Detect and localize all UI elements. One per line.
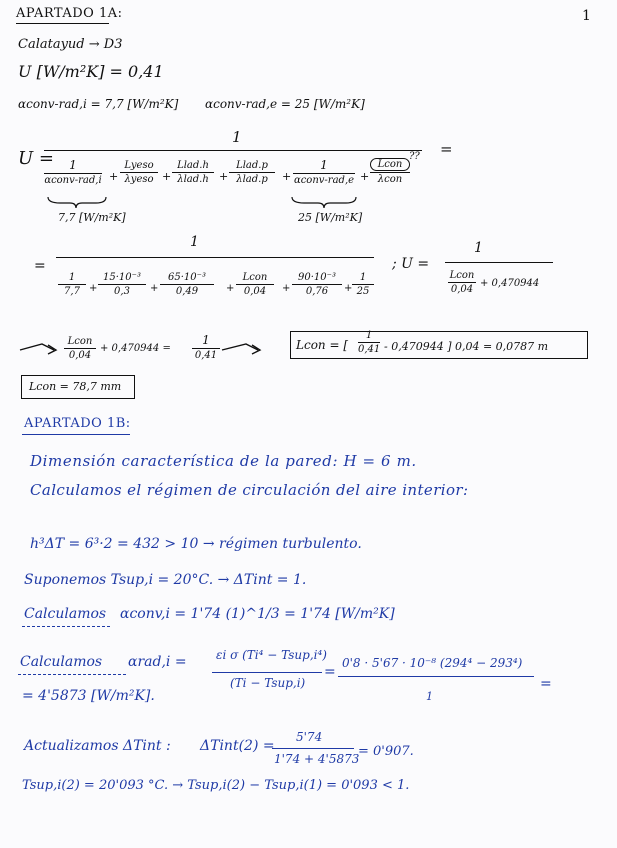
section-1b-heading: APARTADO 1B:: [24, 416, 131, 431]
line-9: Tsup,i(2) = 20'093 °C. → Tsup,i(2) − Tsup,i(1) = 0'093 < 1.: [22, 778, 410, 793]
line-6-bar: [212, 672, 322, 673]
line-4: Suponemos Tsup,i = 20°C. → ΔTint = 1.: [24, 572, 307, 588]
boxed-tail: - 0,470944 ] 0,04 = 0,0787 m: [384, 340, 549, 353]
line-6-label: Calculamos: [20, 654, 103, 670]
boxed-frac: 1 0,41: [358, 330, 381, 355]
line-6-rden: 1: [426, 690, 433, 703]
u-term-6: Lcon λcon: [370, 158, 410, 185]
right-frac-tail: + 0,470944: [480, 278, 540, 289]
line-6-den: (Ti − Tsup,i): [230, 676, 306, 690]
line-6-eq: =: [540, 676, 552, 692]
u-term-3: Llad.h λlad.h: [172, 160, 214, 185]
second-term-1: 1 7,7: [58, 272, 86, 297]
second-term-3: 65·10⁻³ 0,49: [160, 272, 214, 297]
alpha-int: αconv-rad,i = 7,7 [W/m²K]: [18, 97, 179, 111]
page-number: 1: [582, 8, 591, 24]
second-term-2: 15·10⁻³ 0,3: [98, 272, 146, 297]
unknown-mark: ??: [409, 151, 420, 162]
line-3: h³ΔT = 6³·2 = 432 > 10 → régimen turbulento.: [30, 536, 362, 552]
line-6-rnum: 0'8 · 5'67 · 10⁻⁸ (294⁴ − 293⁴): [342, 656, 523, 670]
plus-sign: +: [162, 170, 172, 183]
section-1a-heading: APARTADO 1A:: [16, 6, 123, 21]
plus-sign: +: [109, 170, 119, 183]
second-term-5: 90·10⁻³ 0,76: [292, 272, 342, 297]
line-8-label: Actualizamos ΔTint :: [24, 738, 171, 754]
plus-sign: +: [282, 170, 292, 183]
u-term-2: Lyeso λyeso: [120, 160, 158, 185]
line-6-rbar: [338, 676, 534, 677]
heading-1b-underline: [22, 434, 130, 435]
plus-sign: +: [226, 283, 235, 294]
semicolon-u: ; U =: [392, 256, 430, 272]
right-frac-num: 1: [474, 240, 483, 256]
dashed-underline: [22, 626, 110, 627]
line-8-bar: [272, 748, 354, 749]
line-5-label: Calculamos: [24, 606, 107, 622]
final-box-text: Lcon = 78,7 mm: [29, 380, 122, 393]
u-lhs: U =: [18, 148, 54, 169]
under-brace-right: 25 [W/m²K]: [298, 211, 363, 224]
location-line: Calatayud → D3: [18, 37, 123, 52]
plus-sign: +: [360, 170, 370, 183]
second-term-4: Lcon 0,04: [236, 272, 274, 297]
line-2: Calculamos el régimen de circulación del aire interior:: [30, 481, 469, 499]
arrow-tail: + 0,470944 =: [100, 343, 171, 354]
equals-second: =: [34, 258, 46, 274]
boxed-lcon: Lcon = [: [296, 338, 349, 352]
second-numerator: 1: [190, 234, 199, 250]
line-8-num: 5'74: [296, 730, 323, 744]
line-1: Dimensión característica de la pared: H = 6 m.: [30, 452, 417, 470]
line-6-num: εi σ (Ti⁴ − Tsup,i⁴): [216, 648, 327, 662]
line-8-lhs: ΔTint(2) =: [200, 738, 275, 754]
u-numerator: 1: [232, 128, 242, 146]
line-6-lhs: αrad,i =: [128, 654, 187, 670]
plus-sign: +: [282, 283, 291, 294]
plus-sign: +: [219, 170, 229, 183]
plus-sign: +: [150, 283, 159, 294]
line-8-tail: = 0'907.: [358, 744, 414, 759]
right-frac-inner: Lcon 0,04: [449, 270, 475, 295]
line-6-mid: =: [324, 664, 336, 680]
plus-sign: +: [89, 283, 98, 294]
u-value: U [W/m²K] = 0,41: [18, 62, 164, 81]
line-5: αconv,i = 1'74 (1)^1/3 = 1'74 [W/m²K]: [120, 606, 395, 622]
line-7: = 4'5873 [W/m²K].: [22, 688, 155, 704]
u-term-4: Llad.p λlad.p: [229, 160, 275, 185]
u-equals: =: [440, 140, 453, 158]
arrow-rhs-frac: 1 0,41: [192, 333, 220, 361]
plus-sign: +: [344, 283, 353, 294]
dashed-underline: [18, 674, 126, 675]
line-8-den: 1'74 + 4'5873: [274, 752, 360, 766]
under-brace-left: 7,7 [W/m²K]: [58, 211, 126, 224]
arrow-lhs-frac: Lcon 0,04: [64, 336, 96, 361]
alpha-ext: αconv-rad,e = 25 [W/m²K]: [205, 97, 365, 111]
u-term-5: 1 αconv-rad,e: [293, 158, 355, 186]
second-term-6: 1 25: [352, 272, 374, 297]
u-term-1: 1 αconv-rad,i: [44, 158, 102, 186]
